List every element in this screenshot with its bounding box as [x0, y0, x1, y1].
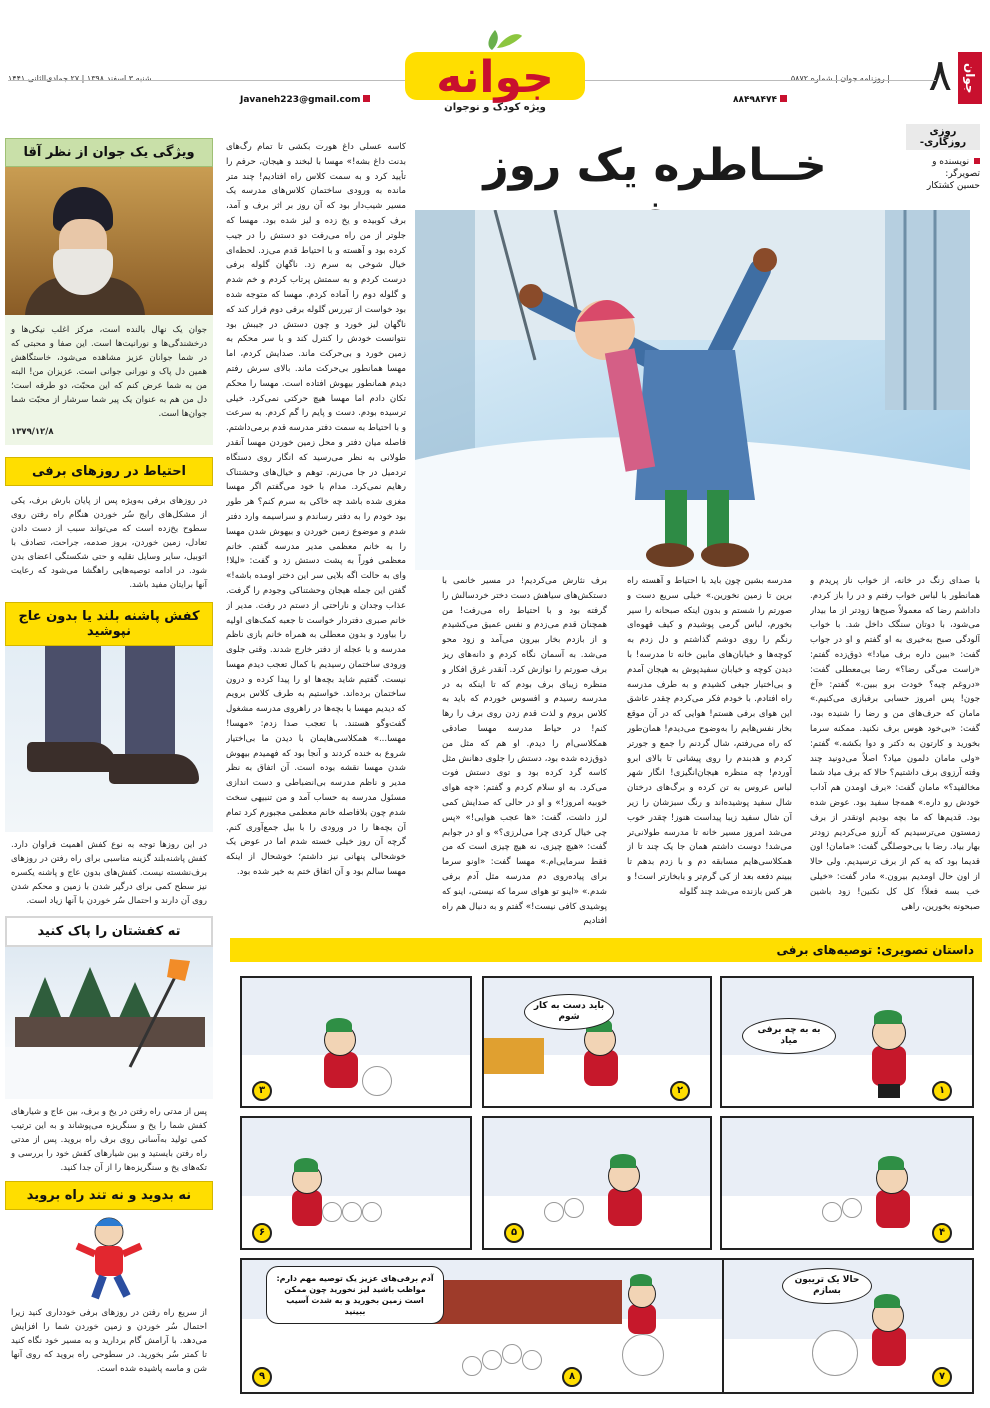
article-title: خــاطره یک روز — [483, 140, 827, 191]
shoe-snow-photo — [5, 646, 213, 832]
comic-title: داستان تصویری: توصیه‌های برفی — [776, 943, 974, 957]
caution-title: احتیاط در روزهای برفی — [5, 457, 213, 486]
byline-name: حسین کشتکار — [926, 181, 980, 191]
panel-3-number: ۳ — [252, 1081, 272, 1101]
article-column-1: با صدای زنگ در خانه، از خواب ناز پریدم و همانطور با لباس خواب رفتم و در را باز کردم. دادا‌شم رضا که معمولاً صبح‌ها زودتر از ما بیدار می‌شود، با دوتان سنگک داخل شد. با خواب آلودگی صبح به‌خیری به او گفتم و او در جواب گفت: «ببین داره برف میاد!» ذوق‌زده گفتم: «راست می‌گی رضا؟» رضا بی‌معطلی گفت: «دروغم چیه؟ خودت برو ببین.» گفتم: «آخ جون! پس امروز حسابی برفبازی می‌کنیم.» مامان که حرف‌های من و رضا را شنیده بود، گفت: «بی‌خود هوس برف نکنید. ممکنه سرما بخورید و کارتون به دکتر و دوا بکشه.» گفتم: «ولی مامان دلمون میاد؟ اصلاً می‌دونید چند وقته آرزوی برف داشتیم؟ حالا که برف میاد شما مخالفید؟» مامان گفت: «برف اومدن هم آداب خودش رو داره.» همه‌جا سفید بود. عوض شده بود. قدیم‌ها که ما بچه بودیم اونقدر از برف زمستون می‌ترسیدیم که آرزو می‌کردیم زودتر بهار بیاد. رضا با بی‌حوصلگی گفت: «مامان! اون قدیما بود که یه کم از برف ترسیدیم. ولی حالا از اون حال اومدیم بیرون.» مادر گفت: «خیلی خب بسه فعلاً! کل کل نکنین! زود باشین صبحونه بخورین، راهی — [810, 576, 980, 912]
sidewalk-title: ته کفشتان را پاک کنید — [5, 916, 213, 947]
page-number: ۸ — [928, 50, 952, 101]
leader-box-title: ویژگی یک جوان از نظر آقا — [5, 138, 213, 167]
running-kid-illustration — [5, 1210, 213, 1306]
comic-panel-6 — [240, 1116, 472, 1250]
email-address[interactable]: Javaneh223@gmail.com — [240, 95, 373, 105]
panel-5-number: ۵ — [504, 1223, 524, 1243]
walk-text: از سریع راه رفتن در روزهای برفی خودداری کنید زیرا احتمال سُر خوردن و زمین خوردن شما را افزایش می‌دهد. با آرامش گام بردارید و به مسیر خود نگاه کنید تا کمتر سُر بخورید. در سطوحی راه بروید که روی آنها شن و ماسه پاشیده شده است. — [11, 1308, 207, 1374]
masthead — [0, 0, 990, 118]
panel-2-bubble: باید دست به کار شوم — [524, 994, 614, 1030]
caution-text: در روزهای برفی به‌ویژه پس از پایان بارش برف، یکی از مشکل‌های رایج سُر خوردن هنگام راه رفتن روی سطوح یخ‌زده است که می‌تواند سبب از دست دادن تعادل، زمین خوردن، بروز صدمه، جراحت، تصادف با اتوبیل، سایر وسایل نقلیه و حتی شکستگی اعضای بدن شود. در ادامه توصیه‌هایی راهگشا می‌شود که رعایت آنها برایتان مفید باشد. — [11, 496, 207, 590]
panel-2-number: ۲ — [670, 1081, 690, 1101]
leader-portrait — [5, 167, 213, 315]
panel-1-bubble: به به چه برفی میاد — [742, 1018, 836, 1054]
sidewalk-text: پس از مدتی راه رفتن در یخ و برف، بین عاج و شیارهای کفش شما را یخ و سنگریزه می‌پوشاند و به این ترتیب کمی تولید به‌آسانی روی برف راه بروید. پس از مدتی راه رفتن بایستید و بین شیارهای کفش خود را بررسی و تکه‌های یخ و سنگریزه‌ها را از آن جدا کنید. — [11, 1107, 207, 1173]
issue-info: | روزنامه جوان | شماره ۵۸۷۲ — [790, 74, 890, 83]
walk-title: نه بدوید و نه تند راه بروید — [5, 1181, 213, 1210]
panel-7-bubble: حالا یک تریبون بسازم — [782, 1268, 872, 1304]
phone-number: ۸۸۴۹۸۴۷۴ — [733, 95, 790, 105]
panel-6-number: ۶ — [252, 1223, 272, 1243]
shoes-title: کفش پاشنه بلند یا بدون عاج نپوشید — [5, 602, 213, 646]
snow-shovel-photo — [5, 947, 213, 1099]
comic-panel-7 — [720, 1258, 974, 1394]
panel-9-bubble: آدم برفی‌های عزیز یک توصیه مهم دارم: مواظب باشید لیز نخورید چون ممکن است زمین بخورید و به شدت آسیب ببینید — [266, 1266, 444, 1324]
comic-panel-2 — [482, 976, 712, 1108]
comic-panel-4 — [720, 1116, 974, 1250]
comic-header — [230, 938, 982, 962]
panel-1-number: ۱ — [932, 1081, 952, 1101]
leader-quote: جوان یک نهال بالنده است، مرکز اغلب نیکی‌ها و درخشندگی‌ها و نورانیت‌ها است. این صفا و محبتی که در شما جوانان عزیز مشاهده می‌شود، خاستگاهش همین دل پاک و نورانی جوانی است. عزیزان من! البته من به شما عرض کنم که این محبّت، دو طرفه است؛ دل من هم به عنوان یک پیر شما سرشار از محبّت شما جوان‌ها است. — [11, 325, 207, 419]
panel-8-number: ۸ — [562, 1367, 582, 1387]
comic-panel-1 — [720, 976, 974, 1108]
comic-panel-3 — [240, 976, 472, 1108]
sidebar — [5, 138, 213, 1400]
comic-panel-8-9 — [240, 1258, 724, 1394]
article-column-4: کاسه عسلی داغ هورت بکشی تا تمام رگ‌های بدنت داغ بشه!» مهسا با لبخند و هیجان، حرفم را تأیید کرد و به سمت کلاس راه افتادیم! چند متر مانده به ورودی ساختمان کلاس‌های مدرسه یک مسیر شیب‌دار بود که آن روز بر اثر برف و آمد، برف کوبیده و یخ زده و لیز شده بود. مهسا که جلوتر از من راه می‌رفت دو دستش را در جیب کرده بود و آهسته و با احتیاط قدم می‌زد. لحظه‌ای خیال شوخی به سرم زد. ناگهان گلوله برفی درست کردم و به سمتش پرتاب کردم و خم شدم و گلوله دوم را آماده کردم. مهسا که متوجه شده بود خواست از تیررس گلوله برفی دوم فرار کند که ناگهان لیز خورد و چون دستش در جیبش بود نتوانست خودش را کنترل کند و با سر محکم به زمین خورد و بی‌حرکت ماند. صدایش کردم، اما مهسا همانطور بی‌حرکت ماند. بالای سرش رفتم دیدم همانطور بیهوش افتاده است. مهسا را محکم تکان دادم اما مهسا هیچ حرکتی نمی‌کرد. خیلی ترسیده بودم. دست و پایم را گم کردم. به سرعت و با احتیاط به سمت دفتر مدرسه قدم برمی‌داشتم. فاصله میان دفتر و محل زمین خوردن مهسا آنقدر طولانی به نظر می‌رسید که انگار روی دستگاه تردمیل در جا می‌زنم. توهم و خیال‌های وحشتناک رهایم نمی‌کرد. مدام با خود می‌گفتم اگر مهسا مغزی شده باشد چه خاکی به سرم کنم؟ هر طور بود خودم را به دفتر رساندم و سراسیمه وارد دفتر شدم و موضوع زمین خوردن و بیهوش شدن مهسا را به خانم معظمی مدیر مدرسه گفتم. خانم معظمی فوراً به پشت دستش زد و گفت: «لیلا! وای به حالت اگه بلایی سر این دختر اومده باشه!» گفتن این جمله هیجان وحشتناکی وجودم را گرفت. عذاب وجدان و ناراحتی از دستم در رفت. مدیر از خانم صبری دفتردار خواست تا جعبه کمک‌های اولیه را بیاورد و بدون معطلی به همراه خانم بازی ناظم مدرسه و با عجله از دفتر خارج شدند. وقتی جلوی ورودی ساختمان رسیدیم با کمال تعجب دیدم مهسا نیست. گفتیم شاید بچه‌ها او را پیدا کرده و درون ساختمان برده‌اند. خواستیم به طرف کلاس برویم که دیدیم مهسا با بچه‌ها در راهروی مدرسه مشغول گفت‌وگو هستند. با تعجب صدا زدم: «مهسا! مهسا...» همکلاسی‌هایمان با دیدن ما بی‌اختیار شروع به خنده کردند و آنجا بود که فهمیدم بیهوش شدن مهسا نقشه بوده است. آن اتفاق به نظر مدیر و ناظم مدرسه بی‌انضباطی و دست اندازی مسئول مدرسه به حساب آمد و من تنبیهی سخت شدم چون بلافاصله خانم معظمی مجبورم کرد تمام آن بچه‌ها را در ورودی را با بیل جمع‌آوری کنم. گرچه آن روز خیلی خسته شدم اما در عوض یک خوشحالی پنهانی نیز داشتم؛ خوشحال از اینکه مهسا سالم بود و آن اتفاق ختم به خیر شده بود. — [226, 142, 406, 878]
comic-panel-5 — [482, 1116, 712, 1250]
javaneh-logo — [400, 28, 590, 108]
issue-date: شنبه ۳ اسفند ۱۳۹۸ | ۲۷ جمادی‌الثانی ۱۴۴۱ — [8, 74, 152, 83]
article-column-2: مدرسه بشین چون باید با احتیاط و آهسته راه برین تا زمین نخورین.» خیلی سریع دست و صورتم را شستم و بدون اینکه صبحانه را سیر بخورم، لباس گرمی پوشیدم و کیف قهوه‌ای رنگم را روی دوشم گذاشتم و دل زدم به کوچه‌ها و خیابان‌های مابین خانه تا مدرسه! با دیدن کوچه و خیابان سفیدپوش به هیجان آمدم و بی‌اختیار جیغی کشیدم و به طرف مدرسه راه افتادم. با خودم فکر می‌کردم چقدر عاشق این هوای برفی هستم! هوایی که در آن موقع بخار نفس‌هایم را به‌وضوح می‌دیدم! همان‌طور که راه می‌رفتم، شال گردنم را جمع و جورتر کردم و هدبندم را روی پیشانی تا بالای ابرو آوردم! چه منظره هیجان‌انگیزی! انگار شهر لباس عروس به تن کرده و برگ‌های درختان شال سفید پوشیده‌اند و رنگ سبزشان را زیر آن شال سفید زیبا پیداست هنوز! چقدر خوب می‌شد امروز مسیر خانه تا مدرسه طولانی‌تر می‌شد! دوست داشتم همان جا یک چند تا از همکلاسی‌هایم مسابقه دم و با زدم بدهم تا ببینم دفعه بعد از کی گرم‌تر و بابخارتر است! و هر کس بازنده می‌شد چند گلوله — [627, 576, 792, 897]
byline-label: نویسنده و تصویرگر: — [932, 157, 980, 179]
article-byline — [900, 156, 980, 192]
shoes-text: در این روزها توجه به نوع کفش اهمیت فراوان دارد. کفش پاشنه‌بلند گزینه مناسبی برای راه رفتن در روزهای برف‌نشسته نیست. کفش‌های بدون عاج و پاشنه یکسره نیز سطح کمی برای درگیر شدن با زمین و محکم شدن روی آن دارند و احتمال سُر خوردن با آنها زیاد است. — [11, 840, 207, 906]
svg-text:جوانه: جوانه — [436, 52, 554, 103]
brand-vertical-logo: جوان — [958, 52, 982, 104]
slipping-girl-illustration — [415, 210, 970, 570]
leader-quote-date: ۱۳۷۹/۱۲/۸ — [11, 427, 54, 437]
panel-9-number: ۹ — [252, 1367, 272, 1387]
masthead-subtitle: ویژه کودک و نوجوان — [444, 102, 546, 113]
panel-4-number: ۴ — [932, 1223, 952, 1243]
panel-7-number: ۷ — [932, 1367, 952, 1387]
comic-strip — [230, 966, 982, 1402]
article-rubric: روزی روزگاری- — [906, 124, 980, 150]
article-column-3: برف نثارش می‌کردیم! در مسیر خانمی با دستکش‌های سیاهش دست دختر خردسالش را گرفته بود و با احتیاط راه می‌رفت! من همچنان قدم می‌زدم و نفس عمیق می‌کشیدم و از بازدم بخار بیرون می‌آمد و زود محو می‌شد. به آسمان نگاه کردم و دانه‌های ریز برف صورتم را نوازش کرد. آنقدر غرق افکار و منظره زیبای برف بودم که تا اینکه به در مدرسه رسیدم و افسوس خوردم که باید به کلاس بروم و لذت قدم زدن روی برف را رها کنم! در حیاط مدرسه مهسا صادقی همکلاسی‌ام را دیدم. او هم که مثل من ذوق‌زده شده بود، دستش را جلوی دهانش مثل کاسه گرد کرده بود و توی دستش فوت می‌کرد. به او سلام کردم و گفتم: «چه هوای خوبیه امروز!» و او در حالی که صدایش کمی لرز داشت، گفت: «ها عجب هوایی!» «پس چی‌ خیال کردی چرا می‌لرزی؟» و او در جوابم گفت: «هیچ چیزی، نه هیچ چیزی است که من فقط سرمایی‌ام.» مهسا گفت: «اونو سرما برای پیاده‌روی دم مدرسه مثل آدم برفی شدم.» «اینو تو هوای سرما که نیستی، اینو که پوشیدی کافی نیست!» گفتم و به دنبال هم راه افتادیم — [442, 576, 607, 926]
